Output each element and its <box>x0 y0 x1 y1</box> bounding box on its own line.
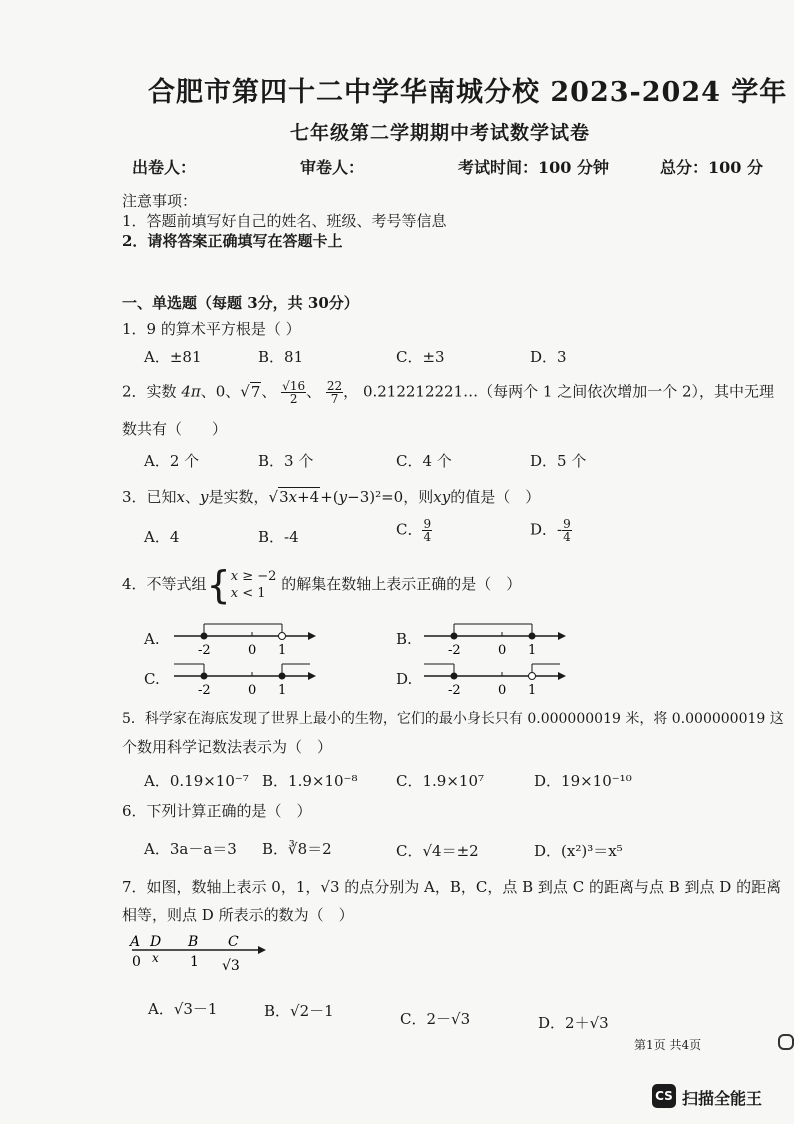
q4-option-a: A. <box>144 630 160 648</box>
label-neg2: -2 <box>198 683 211 698</box>
q7-option-d: D．2＋√3 <box>538 1014 609 1032</box>
q3-prefix: 3．已知 <box>122 488 177 506</box>
label-one: 1 <box>278 643 287 658</box>
scanner-logo-icon: CS <box>652 1084 676 1108</box>
question-4-stem: 4．不等式组{x ≥ −2 x < 1 的解集在数轴上表示正确的是（ ） <box>122 563 522 607</box>
q6-option-b: B．∛8＝2 <box>262 840 332 858</box>
notice-item-2: 2．请将答案正确填写在答题卡上 <box>122 232 343 250</box>
q5-option-b: B．1.9×10⁻⁸ <box>262 772 358 790</box>
label-neg2: -2 <box>448 643 461 658</box>
label-point-c: C <box>228 934 239 950</box>
question-2-line2: 数共有（ ） <box>122 420 228 438</box>
corner-circle-icon <box>778 1034 794 1050</box>
question-1-stem: 1．9 的算术平方根是（ ） <box>122 320 301 338</box>
label-point-d: D <box>150 934 162 950</box>
label-one: 1 <box>528 683 537 698</box>
q6-option-a: A．3a－a＝3 <box>144 840 237 858</box>
question-7-line1: 7．如图，数轴上表示 0，1，√3 的点分别为 A，B，C，点 B 到点 C 的距离与点 B 到点 D 的距离 <box>122 878 782 896</box>
label-x: x <box>152 951 159 965</box>
question-2-stem: 2．实数 4π、0、√7、 $\frac{√16}{2}$ 、 $\frac{22}{7}$ ， 0.212212221…（每两个 1 之间依次增加一个 2），其中无理 <box>122 379 775 406</box>
q1-option-d: D．3 <box>530 348 567 366</box>
label-zero: 0 <box>248 683 257 698</box>
q4-tail: 的解集在数轴上表示正确的是（ ） <box>281 575 522 593</box>
q3-option-b: B．-4 <box>258 528 299 546</box>
q5-option-a: A．0.19×10⁻⁷ <box>144 772 249 790</box>
q5-option-c: C．1.9×10⁷ <box>396 772 485 790</box>
q2-option-a: A．2 个 <box>144 452 200 470</box>
q3-option-c: C． $\frac{9}{4}$ <box>396 517 432 544</box>
q4-prefix: 4．不等式组 <box>122 575 207 593</box>
q4-option-c: C. <box>144 670 160 688</box>
q2-tail: 0.212212221…（每两个 1 之间依次增加一个 2），其中无理 <box>362 382 775 401</box>
question-5-line1: 5．科学家在海底发现了世界上最小的生物，它们的最小身长只有 0.000000019 米，将 0.000000019 这 <box>122 711 784 727</box>
question-3-stem: 3．已知x、y是实数，√3x+4+(y−3)²=0，则xy的值是（ ） <box>122 488 541 506</box>
question-7-line2: 相等，则点 D 所表示的数为（ ） <box>122 906 354 924</box>
q4-number-line-b <box>420 616 570 658</box>
q2-option-c: C．4 个 <box>396 452 452 470</box>
reviewer-label: 审卷人： <box>300 158 365 177</box>
q4-number-line-c <box>170 656 320 698</box>
score-label: 总分：100 分 <box>660 158 763 177</box>
exam-subtitle: 七年级第二学期期中考试数学试卷 <box>290 122 591 144</box>
q1-option-a: A．±81 <box>144 348 202 366</box>
q6-option-c: C．√4＝±2 <box>396 842 479 860</box>
author-label: 出卷人： <box>132 158 197 177</box>
page-number: 第1页 共4页 <box>634 1038 702 1052</box>
exam-title: 合肥市第四十二中学华南城分校 2023-2024 学年 <box>148 77 788 108</box>
q2-option-b: B．3 个 <box>258 452 314 470</box>
q5-option-d: D．19×10⁻¹⁰ <box>534 772 632 790</box>
q7-option-a: A．√3－1 <box>148 1000 218 1018</box>
q7-option-c: C．2－√3 <box>400 1010 471 1028</box>
label-one: 1 <box>278 683 287 698</box>
section-title: 一、单选题（每题 3分，共 30分） <box>122 294 359 312</box>
q4-number-line-a <box>170 616 320 658</box>
q1-option-b: B．81 <box>258 348 304 366</box>
label-zero: 0 <box>132 954 141 970</box>
question-6-stem: 6．下列计算正确的是（ ） <box>122 802 312 820</box>
label-neg2: -2 <box>448 683 461 698</box>
q7-option-b: B．√2－1 <box>264 1002 334 1020</box>
label-neg2: -2 <box>198 643 211 658</box>
notice-heading: 注意事项： <box>122 192 198 210</box>
question-5-line2: 个数用科学记数法表示为（ ） <box>122 738 333 756</box>
time-label: 考试时间：100 分钟 <box>458 158 609 177</box>
q3-option-a: A．4 <box>144 528 180 546</box>
label-point-a: A <box>130 934 141 950</box>
q1-option-c: C．±3 <box>396 348 445 366</box>
label-zero: 0 <box>498 643 507 658</box>
label-one: 1 <box>528 643 537 658</box>
label-zero: 0 <box>498 683 507 698</box>
q3-tail: ，则 <box>403 488 434 506</box>
q4-option-b: B. <box>396 630 412 648</box>
q2-prefix: 2．实数 <box>122 382 177 401</box>
notice-item-1: 1．答题前填写好自己的姓名、班级、考号等信息 <box>122 212 447 230</box>
q4-number-line-d <box>420 656 570 698</box>
q3-mid: 是实数， <box>208 488 269 506</box>
q3-end: 的值是（ ） <box>450 488 541 506</box>
label-zero: 0 <box>248 643 257 658</box>
q6-option-d: D．(x²)³＝x⁵ <box>534 842 623 860</box>
q4-option-d: D. <box>396 670 413 688</box>
label-one: 1 <box>190 954 199 970</box>
q7-number-line <box>128 928 278 978</box>
label-point-b: B <box>188 934 199 950</box>
q3-option-d: D．- $\frac{9}{4}$ <box>530 517 571 544</box>
scanner-app-name: 扫描全能王 <box>682 1089 763 1108</box>
q2-option-d: D．5 个 <box>530 452 587 470</box>
label-sqrt3: √3 <box>222 958 240 974</box>
